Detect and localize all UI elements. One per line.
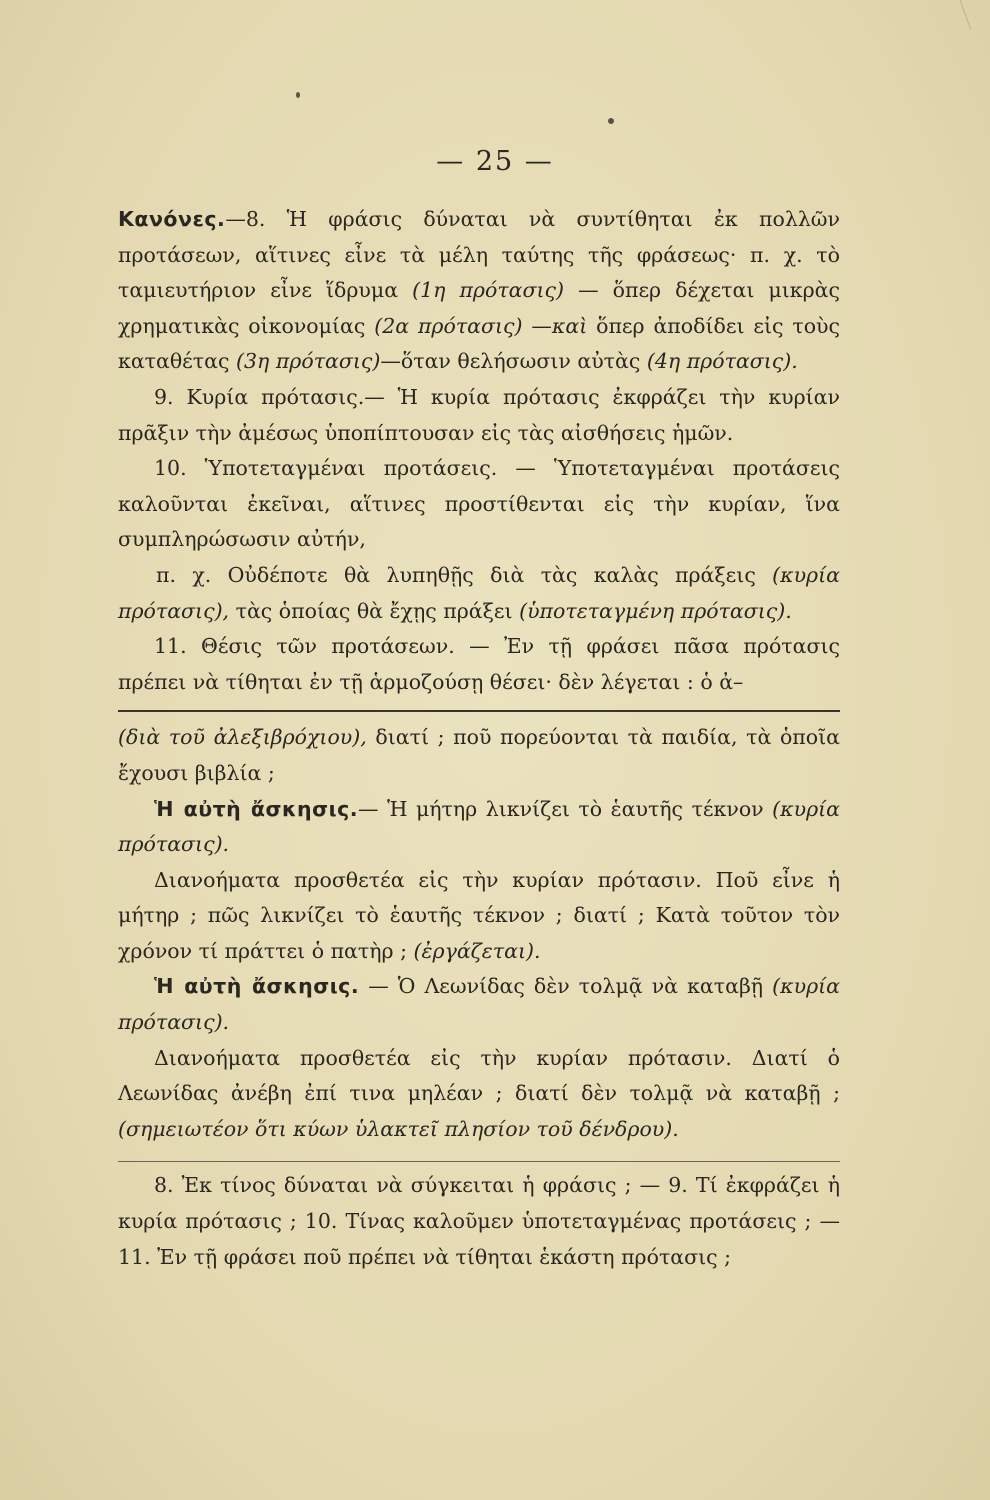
section-heading-rules: Κανόνες. bbox=[118, 207, 226, 231]
paragraph-exercise-2-prompt bbox=[118, 1041, 840, 1148]
italic-label: (3η πρότασις) bbox=[236, 349, 381, 374]
paragraph-continuation bbox=[118, 720, 840, 791]
paragraph-exercise-2 bbox=[118, 969, 840, 1040]
section-divider bbox=[118, 710, 840, 712]
paragraph-clause-position: 11. Θέσις τῶν προτάσεων. — Ἐν τῇ φράσει πᾶσα πρότασις πρέπει νὰ τίθηται ἐν τῇ ἁρμοζούσῃ θέσει· δὲν λέγεται : ὁ ἀ– bbox=[118, 634, 840, 694]
italic-label: (διὰ τοῦ ἀλεξιβρόχιου), bbox=[118, 725, 367, 750]
paragraph-main-clause: 9. Κυρία πρότασις.— Ἡ κυρία πρότασις ἐκφράζει τὴν κυρίαν πρᾶξιν τὴν ἀμέσως ὑποπίπτουσαν εἰς τὰς αἰσθήσεις ἡμῶν. bbox=[118, 384, 840, 445]
italic-label: (ἐργάζεται). bbox=[413, 938, 541, 963]
paragraph-rules bbox=[118, 202, 840, 380]
ink-speck bbox=[608, 118, 614, 124]
text-run: διατί ; ποῦ πορεύονται τὰ παιδία, τὰ ὁποῖα ἔχουσι βιβλία ; bbox=[118, 725, 840, 785]
text-run: —ὅταν θελήσωσιν αὐτὰς bbox=[380, 349, 647, 374]
ink-speck bbox=[296, 92, 300, 98]
italic-label: (1η πρότασις) bbox=[412, 278, 565, 303]
paragraph-subordinate-clauses: 10. Ὑποτεταγμέναι προτάσεις. — Ὑποτεταγμέναι προτάσεις καλοῦνται ἐκεῖναι, αἵτινες προστίθενται εἰς τὴν κυρίαν, ἵνα συμπληρώσωσιν αὐτήν, bbox=[118, 456, 840, 552]
text-run: τὰς ὁποίας θὰ ἔχῃς πράξει bbox=[229, 598, 520, 623]
paragraph-exercise-1 bbox=[118, 792, 840, 863]
text-run: Διανοήματα προσθετέα εἰς τὴν κυρίαν πρότασιν. Ποῦ εἶνε ἡ μήτηρ ; πῶς λικνίζει τὸ ἑαυτῆς τέκνον ; διατί ; Κατὰ τοῦτον τὸν χρόνον τί πράττει ὁ πατὴρ ; bbox=[118, 867, 840, 963]
italic-label: (4η πρότασις). bbox=[646, 349, 798, 374]
page-number: — 25 — bbox=[436, 146, 554, 177]
italic-label: (2α πρότασις) bbox=[374, 313, 523, 338]
text-run: — Ὁ Λεωνίδας δὲν τολμᾷ νὰ καταβῇ bbox=[359, 974, 773, 999]
text-run: — bbox=[522, 313, 552, 338]
paragraph-exercise-1-prompt bbox=[118, 863, 840, 970]
text-run: —8. Ἡ φράσις δύναται νὰ συντίθηται ἐκ πολλῶν προτάσεων, αἵτινες εἶνε τὰ μέλη ταύτης τῆς φράσεως· π. χ. τὸ ταμιευτήριον εἶνε ἵδρυμα bbox=[118, 207, 840, 303]
exercise-heading: Ἡ αὐτὴ ἄσκησις. bbox=[154, 796, 359, 821]
page-body bbox=[118, 202, 840, 1275]
questions-divider bbox=[118, 1161, 840, 1162]
text-run: Διανοήματα προσθετέα εἰς τὴν κυρίαν πρότασιν. Διατί ὁ Λεωνίδας ἀνέβη ἐπί τινα μηλέαν ; διατί δὲν τολμᾷ νὰ καταβῇ ; bbox=[118, 1045, 840, 1106]
paragraph-example bbox=[118, 558, 840, 629]
italic-label: (κυρία πρότασις), bbox=[118, 562, 840, 623]
italic-label: καὶ bbox=[551, 313, 588, 338]
paragraph-review-questions: 8. Ἐκ τίνος δύναται νὰ σύγκειται ἡ φράσις ; — 9. Τί ἐκφράζει ἡ κυρία πρότασις ; 10. Τίνας καλοῦμεν ὑποτεταγμένας προτάσεις ; — 11. Ἐν τῇ φράσει ποῦ πρέπει νὰ τίθηται ἑκάστη πρότασις ; bbox=[118, 1173, 840, 1269]
page-edge-mark bbox=[960, 0, 990, 30]
text-run: — ὅπερ δέχεται μικρὰς χρηματικὰς οἰκονομίας bbox=[118, 278, 840, 338]
text-run: ὅπερ ἀποδίδει εἰς τοὺς καταθέτας bbox=[118, 313, 840, 374]
exercise-heading: Ἡ αὐτὴ ἄσκησις. bbox=[154, 974, 360, 999]
italic-label: (κυρία πρότασις). bbox=[118, 796, 841, 857]
text-run: — Ἡ μήτηρ λικνίζει τὸ ἑαυτῆς τέκνον bbox=[358, 796, 773, 821]
italic-label: (κυρία πρότασις). bbox=[118, 974, 841, 1035]
italic-label: (σημειωτέον ὅτι κύων ὑλακτεῖ πλησίον τοῦ δένδρου). bbox=[118, 1116, 679, 1141]
text-run: π. χ. Οὐδέποτε θὰ λυπηθῇς διὰ τὰς καλὰς πράξεις bbox=[156, 562, 773, 587]
italic-label: (ὑποτεταγμένη πρότασις). bbox=[519, 598, 792, 623]
